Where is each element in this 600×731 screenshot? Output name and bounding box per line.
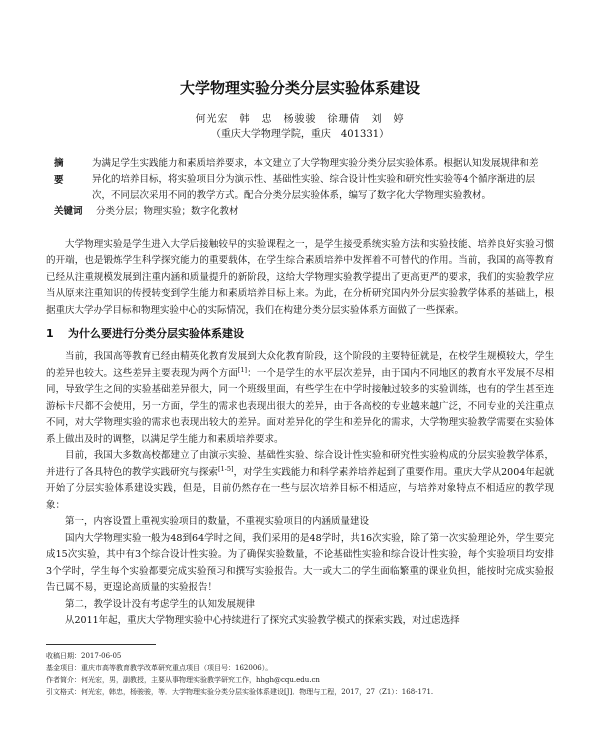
- section-heading: [46, 325, 554, 343]
- body-paragraph: 从2011年起，重庆大学物理实验中心持续进行了探究式实验教学模式的探索实践，对过虑选择: [65, 615, 460, 626]
- footnote-received: 收稿日期：2017-06-05: [46, 652, 122, 660]
- abstract-text: 为满足学生实践能力和素质培养要求，本文建立了大学物理实验分类分层实验体系。根据认知发展规律和差异化的培养目标，将实验项目分为演示性、基础性实验、综合设计性实验和研究性实验等4个循序渐进的层次，不同层次采用不同的教学方式。配合分类分层实验体系，编写了数字化大学物理实验教材。: [92, 158, 539, 201]
- body-paragraph: [46, 448, 554, 514]
- paragraph-text: ：一个是学生的水平层次差异，由于国内不同地区的教育水平发展不尽相同，导致学生之间的实验基础差异很大，同一个班级里面，有些学生在中学时接触过较多的实验训练，也有的学生甚至连游标卡尺都不会使用，另一方面，学生的需求也表现出很大的差异，由于各高校的专业越来越广泛，不同专业的关注重点不同，对大学物理实验的需求也表现出较大的差异。面对差异化的学生和差异化的需求，大学物理实验教学需要在实验体系上做出及时的调整，以满足学生能力和素质培养要求。: [46, 367, 554, 445]
- keywords-label: 关键词: [54, 206, 83, 217]
- keywords-text: 分类分层；物理实验；数字化教材: [96, 206, 239, 217]
- citation: [1]: [237, 365, 248, 374]
- footnotes: [46, 650, 554, 698]
- author-list: 何光宏 韩 忠 杨骏骏 徐珊倩 刘 婷: [195, 114, 405, 125]
- subheading: 第二，教学设计没有考虑学生的认知发展规律: [65, 598, 256, 610]
- paragraph-text: 当前，我国高等教育已经由精英化教育发展到大众化教育阶段，这个阶段的主要特征就是，在校学生规模较大，学生的差异也较大。这些差异主要表现为两个方面: [46, 351, 554, 379]
- footnote-citation: 引文格式：何光宏，韩忠，杨骏骏，等．大学物理实验分类分层实验体系建设[J]．物理与工程，2017，27（Z1）：168-171.: [46, 688, 434, 696]
- footnote-divider: [46, 644, 156, 645]
- abstract: [54, 156, 546, 204]
- subheading: 第一，内容设置上重视实验项目的数量，不重视实验项目的内涵质量建设: [65, 516, 370, 527]
- abstract-label: 摘 要: [54, 158, 82, 186]
- intro-paragraph: 大学物理实验是学生进入大学后接触较早的实验课程之一，是学生接受系统实验方法和实验技能、培养良好实验习惯的开端，也是锻炼学生科学探究能力的重要载体，在学生综合素质培养中发挥着不可替代的作用。当前，我国的高等教育已经从注重规模发展到注重内涵和质量提升的新阶段，这给大学物理实验教学提出了更高更严的要求，我们的实验教学应当从原来注重知识的传授转变到学生能力和素质培养目标上来。为此，在分析研究国内外分层实验教学体系的基础上，根据重庆大学办学目标和物理实验中心的实际情况，我们在构建分类分层实验体系方面做了一些探索。: [46, 238, 554, 316]
- footnote-fund: 基金项目：重庆市高等教育教学改革研究重点项目（项目号：162006）。: [46, 664, 273, 672]
- paper-title: 大学物理实验分类分层实验体系建设: [179, 79, 420, 97]
- citation: [1-5]: [218, 464, 234, 473]
- paragraph-text: 目前，我国大多数高校都建立了由演示实验、基础性实验、综合设计性实验和研究性实验构成的分层实验教学体系，并进行了各具特色的教学实践研究与探索: [46, 450, 554, 478]
- body-paragraph: 国内大学物理实验一般为48到64学时之间，我们采用的是48学时，共16次实验，除了第一次实验理论外，学生要完成15次实验，其中有3个综合设计性实验。为了确保实验数量，不论基础性实验和综合设计性实验，每个实验项目均安排3个学时，学生每个实验都要完成实验预习和撰写实验报告。大一或大二的学生面临繁重的课业负担，能按时完成实验报告已属不易，更遑论高质量的实验报告！: [46, 532, 554, 593]
- affiliation: （重庆大学物理学院，重庆 401331）: [210, 129, 390, 140]
- paragraph-text: ，对学生实践能力和科学素养培养起到了重要作用。重庆大学从2004年起就开始了分层实验体系建设实践，但是，目前仍然存在一些与层次培养目标不相适应，与培养对象特点不相适应的教学现象：: [46, 466, 554, 511]
- body-paragraph: [46, 349, 554, 448]
- section-number: 1: [46, 327, 54, 340]
- keywords: [54, 204, 546, 221]
- footnote-author: 作者简介：何光宏，男，副教授，主要从事物理实验教学研究工作，hhgh@cqu.edu.cn: [46, 676, 320, 684]
- section-title: 为什么要进行分类分层实验体系建设: [68, 327, 244, 340]
